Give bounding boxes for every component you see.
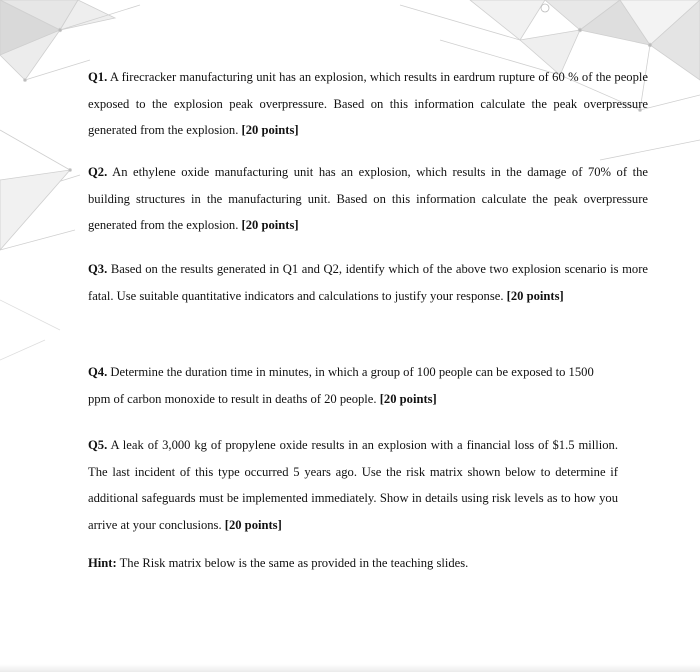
question-3-points: [20 points]	[506, 288, 564, 303]
question-5-points: [20 points]	[224, 517, 282, 532]
question-4	[88, 359, 608, 412]
question-1-label: Q1.	[88, 70, 108, 84]
question-5	[88, 432, 618, 538]
page-bottom-shadow	[0, 664, 700, 672]
question-4-text: Determine the duration time in minutes, in which a group of 100 people can be exposed to 1500 ppm of carbon monoxide to result in deaths of 20 people.	[88, 365, 594, 406]
question-2-label: Q2.	[88, 165, 108, 179]
question-1-points: [20 points]	[241, 123, 299, 137]
hint-label: Hint:	[88, 556, 117, 570]
hint-text: The Risk matrix below is the same as provided in the teaching slides.	[119, 556, 469, 570]
question-3-label: Q3.	[88, 262, 108, 276]
question-4-points: [20 points]	[379, 391, 437, 406]
question-1-text: A firecracker manufacturing unit has an explosion, which results in eardrum rupture of 60 % of the people exposed to the explosion peak overpressure. Based on this information calculate the peak overpressure generated from the explosion.	[88, 70, 648, 137]
question-3	[88, 256, 648, 309]
question-2-points: [20 points]	[241, 218, 299, 232]
hint	[88, 550, 648, 577]
question-3-text: Based on the results generated in Q1 and Q2, identify which of the above two explosion scenario is more fatal. Use suitable quantitative indicators and calculations to justify your response.	[88, 262, 648, 303]
question-2	[88, 159, 648, 239]
question-1	[88, 64, 648, 144]
question-2-text: An ethylene oxide manufacturing unit has an explosion, which results in the damage of 70% of the building structures in the manufacturing unit. Based on this information calculate the peak overpressure generated from the explosion.	[88, 165, 648, 232]
question-5-text: A leak of 3,000 kg of propylene oxide results in an explosion with a financial loss of $1.5 million. The last incident of this type occurred 5 years ago. Use the risk matrix shown below to determine if additional safeguards must be implemented immediately. Show in details using risk levels as to how you arrive at your conclusions.	[88, 438, 618, 532]
question-4-label: Q4.	[88, 365, 108, 379]
question-5-label: Q5.	[88, 438, 108, 452]
